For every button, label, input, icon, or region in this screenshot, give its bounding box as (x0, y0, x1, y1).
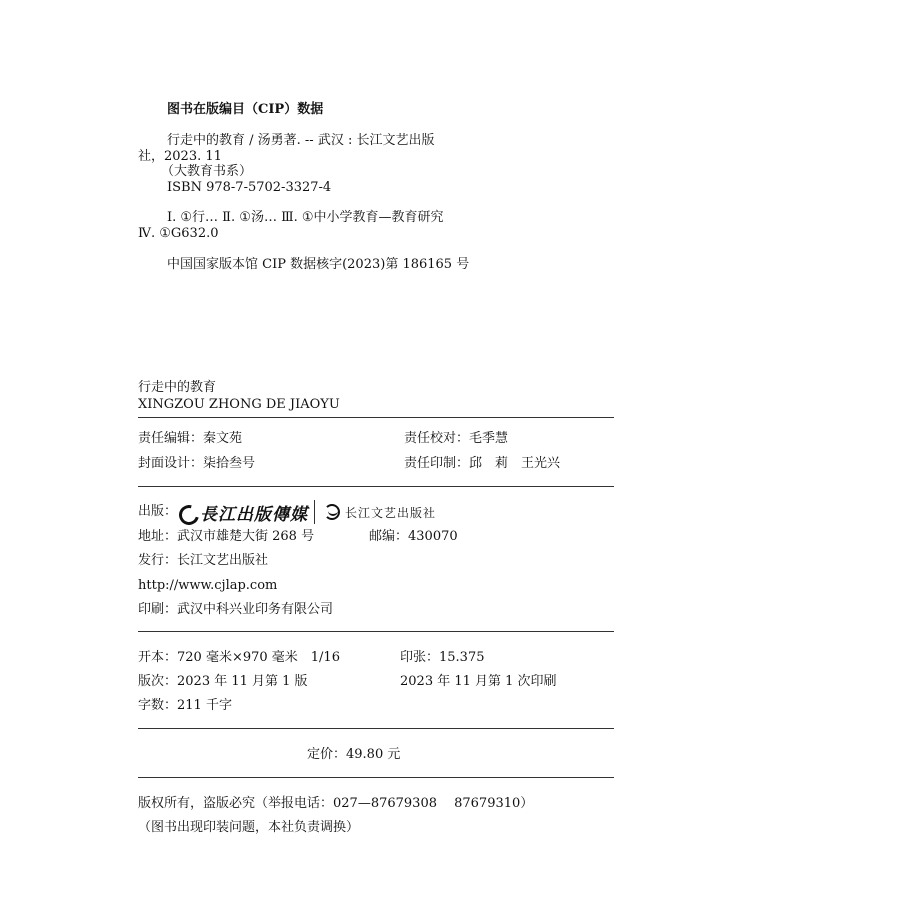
divider-2 (138, 486, 614, 487)
publisher-printer: 印刷：武汉中科兴业印务有限公司 (138, 602, 334, 617)
spec-sheets: 印张：15.375 (400, 650, 485, 665)
publisher-address: 地址：武汉市雄楚大街 268 号 (138, 529, 315, 544)
divider-4 (138, 728, 614, 729)
cip-line-subjects: Ⅰ. ①行… Ⅱ. ①汤… Ⅲ. ①中小学教育—教育研究 (167, 210, 444, 225)
publisher-label: 出版： (138, 504, 178, 519)
credit-printing-supervisor: 责任印制：邱 莉 王光兴 (404, 456, 561, 471)
logo-publisher-name: 长江文艺出版社 (345, 505, 437, 520)
rights-notice: 版权所有，盗版必究（举报电话：027—87679308 87679310） (138, 796, 534, 811)
changjiang-literature-logo-icon (323, 503, 341, 521)
book-title-cn: 行走中的教育 (138, 380, 217, 395)
logo-divider (314, 500, 315, 524)
cip-line-record-number: 中国国家版本馆 CIP 数据核字(2023)第 186165 号 (167, 257, 470, 272)
credit-editor: 责任编辑：秦文苑 (138, 431, 243, 446)
spec-edition: 版次：2023 年 11 月第 1 版 (138, 674, 308, 689)
publisher-postcode: 邮编：430070 (369, 529, 458, 544)
logo-calligraphy: 長江出版傳媒 (200, 504, 308, 525)
credit-proofreader: 责任校对：毛季慧 (404, 431, 509, 446)
divider-3 (138, 631, 614, 632)
divider-1 (138, 417, 614, 418)
rights-replacement-notice: （图书出现印装问题，本社负责调换） (138, 820, 360, 835)
book-title-pinyin: XINGZOU ZHONG DE JIAOYU (138, 397, 340, 412)
publisher-logo (178, 499, 436, 525)
divider-5 (138, 777, 614, 778)
publisher-distributor: 发行：长江文艺出版社 (138, 553, 269, 568)
cip-line-classification: Ⅳ. ①G632.0 (138, 226, 219, 241)
spec-impression: 2023 年 11 月第 1 次印刷 (400, 674, 557, 689)
spec-word-count: 字数：211 千字 (138, 698, 232, 713)
publisher-website: http://www.cjlap.com (138, 578, 278, 593)
spec-format: 开本：720 毫米×970 毫米 1/16 (138, 650, 340, 665)
credit-cover-design: 封面设计：柒拾叁号 (138, 456, 256, 471)
price: 定价：49.80 元 (307, 747, 401, 762)
cip-line-publisher: 社，2023. 11 (138, 149, 222, 164)
changjiang-media-logo-icon (178, 502, 198, 522)
cip-line-series: （大教育书系） (161, 164, 253, 179)
cip-line-title: 行走中的教育 / 汤勇著. -- 武汉 : 长江文艺出版 (167, 133, 435, 148)
cip-heading: 图书在版编目（CIP）数据 (167, 102, 324, 117)
cip-line-isbn: ISBN 978-7-5702-3327-4 (167, 180, 332, 195)
